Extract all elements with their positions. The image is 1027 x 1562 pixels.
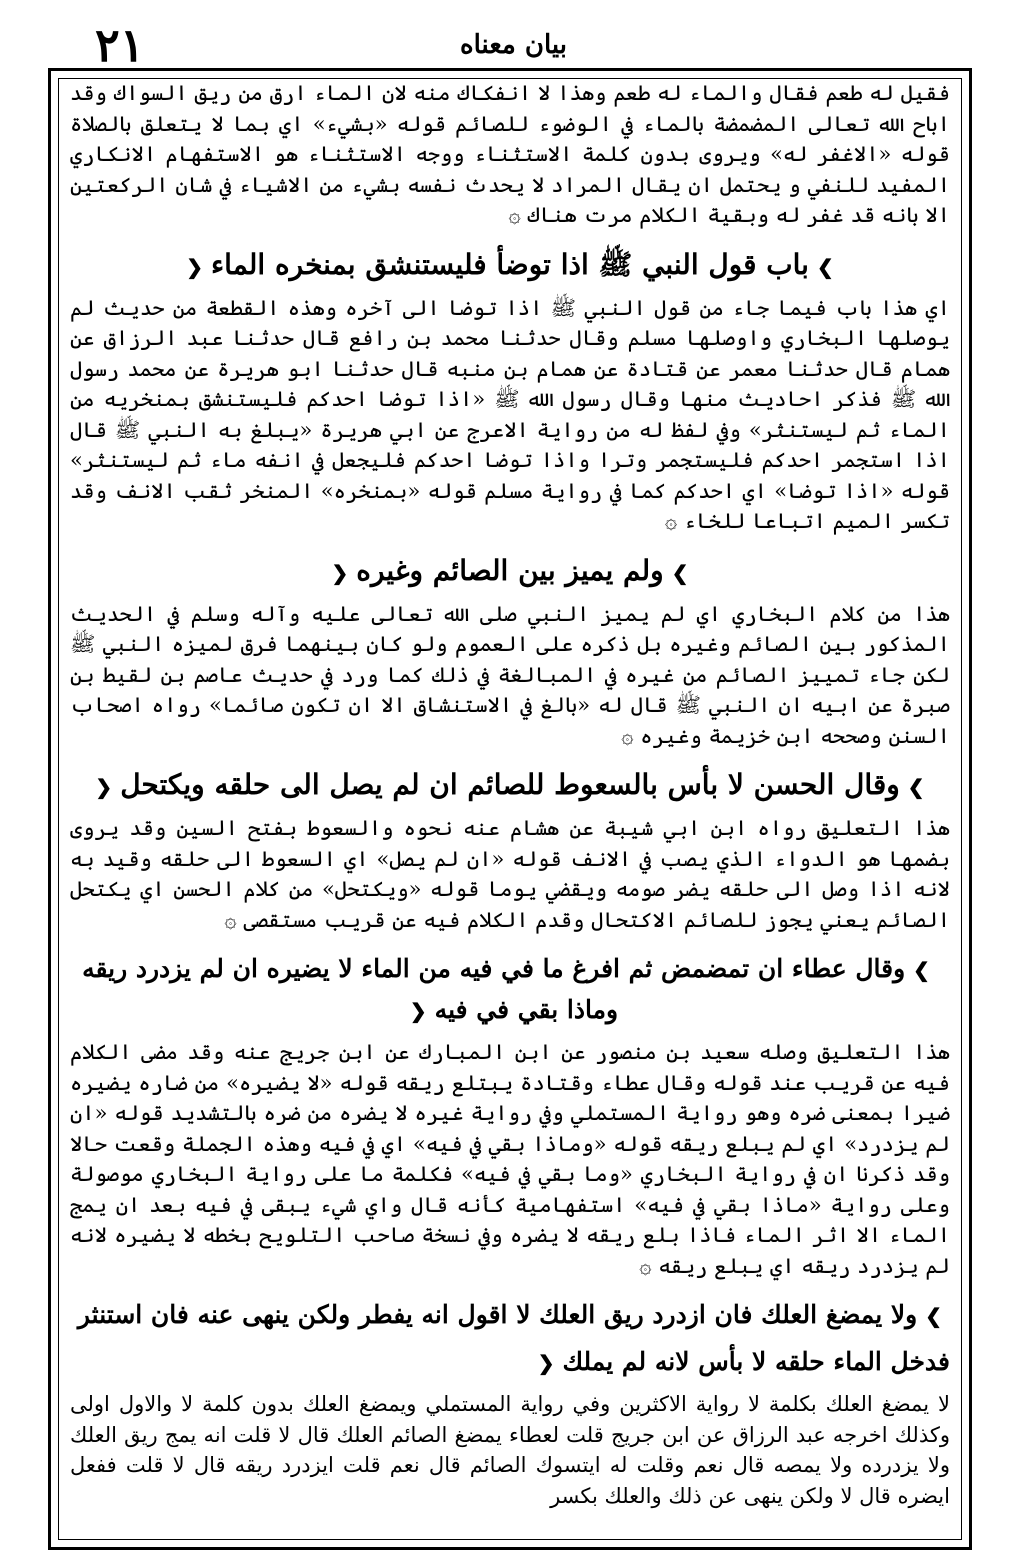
paragraph-3: هذا من كلام البخاري اي لم يميز النبي صلى الله تعالى عليه وآله وسلم في الحديث المذكور بين الصائم وغيره بل ذكره على العموم ولو كان بينهما فرق لميزه النبي ﷺ لكن جاء تمييز الصائم من غيره في المبالغة في ذلك كما ورد في حديث عاصم بن لقيط بن صبرة عن ابيه ان النبي ﷺ قال له «بالغ في الاستنشاق الا ان تكون صائما» رواه اصحاب السنن وصححه ابن خزيمة وغيره ۞ (70, 601, 950, 748)
chapter-heading-5-text-a: ولا يمضغ العلك فان ازدرد ريق العلك لا اقول انه يفطر ولكن ينهى عنه فان استنثر (77, 1300, 918, 1329)
chapter-heading-2-text: ولم يميز بين الصائم وغيره (356, 553, 664, 587)
ornament-left-icon: ❮ (537, 1351, 555, 1375)
ornament-right-icon: ❯ (671, 560, 689, 585)
ornament-right-icon: ❯ (913, 958, 930, 982)
chapter-heading-4-text: وقال عطاء ان تمضمض ثم افرغ ما في فيه من الماء لا يضيره ان لم يزدرد ريقه وماذا بقي في فيه (82, 954, 906, 1024)
running-title: بيان معناه (459, 30, 567, 60)
paragraph-4: هذا التعليق رواه ابن ابي شيبة عن هشام عنه نحوه والسعوط بفتح السين وقد يروى بضمها هو الدواء الذي يصب في الانف قوله «ان لم يصل» اي السعوط الى حلقه وقيد به لانه اذا وصل الى حلقه يضر صومه ويقضي يوما قوله «ويكتحل» من كلام الحسن اي يكتحل الصائم يعني يجوز للصائم الاكتحال وقدم الكلام فيه عن قريب مستقصى ۞ (70, 816, 950, 932)
chapter-heading-5-continued (70, 1342, 950, 1383)
paragraph-5: هذا التعليق وصله سعيد بن منصور عن ابن المبارك عن ابن جريج عنه وقد مضى الكلام فيه عن قريب عند قوله وقال عطاء وقتادة يبتلع ريقه قوله «لا يضيره» من ضاره يضيره ضيرا بمعنى ضره وهو رواية المستملي وفي رواية غيره لا يضره من ضره بالتشديد قوله «ان لم يزدرد» اي لم يبلع ريقه قوله «وماذا بقي في فيه» اي في فيه وهذه الجملة وقعت حالا وقد ذكرنا ان في رواية البخاري «وما بقي في فيه» فكلمة ما على رواية البخاري موصولة وعلى رواية «ماذا بقي في فيه» استفهامية كأنه قال واي شيء يبقى في فيه بعد ان يمج الماء الا اثر الماء فاذا بلع ريقه لا يضره وفي نسخة صاحب التلويح بخطه لا يضيره لانه لم يزدرد ريقه اي يبلع ريقه ۞ (70, 1040, 950, 1278)
ornament-right-icon: ❯ (816, 254, 834, 279)
chapter-heading-1-text: باب قول النبي ﷺ اذا توضأ فليستنشق بمنخره الماء (211, 247, 809, 281)
paragraph-1: فقيل له طعم فقال والماء له طعم وهذا لا انفكاك منه لان الماء ارق من ريق السواك وقد اباح الله تعالى المضمضة بالماء في الوضوء للصائم قوله «بشيء» اي بما لا يتعلق بالصلاة قوله «الاغفر له» ويروى بدون كلمة الاستثناء ووجه الاستثناء هو الاستفهام الانكاري المفيد للنفي و يحتمل ان يقال المراد لا يحدث نفسه بشيء من الاشياء في شان الركعتين الا بانه قد غفر له وبقية الكلام مرت هناك ۞ (70, 81, 950, 227)
ornament-left-icon: ❮ (331, 560, 349, 585)
chapter-heading-2 (70, 551, 950, 593)
paragraph-2: اي هذا باب فيما جاء من قول النبي ﷺ اذا توضا الى آخره وهذه القطعة من حديث لم يوصلها البخاري واوصلها مسلم وقال حدثنا محمد بن رافع قال حدثنا عبد الرزاق عن همام قال حدثنا معمر عن قتادة عن همام بن منبه قال حدثنا ابو هريرة عن محمد رسول الله ﷺ فذكر احاديث منها وقال رسول الله ﷺ «اذا توضا احدكم فليستنشق بمنخريه من الماء ثم ليستنثر» وفي لفظ له من رواية الاعرج عن ابي هريرة «يبلغ به النبي ﷺ قال اذا استجمر احدكم فليستجمر وترا واذا توضا احدكم فليجعل في انفه ماء ثم ليستنثر» قوله «اذا توضا» اي احدكم كما في رواية مسلم قوله «بمنخره» المنخر ثقب الانف وقد تكسر الميم اتباعا للخاء ۞ (70, 295, 950, 533)
chapter-heading-3-text: وقال الحسن لا بأس بالسعوط للصائم ان لم يصل الى حلقه ويكتحل (120, 768, 900, 801)
ornament-left-icon: ❮ (186, 254, 204, 279)
chapter-heading-5 (70, 1295, 950, 1336)
ornament-left-icon: ❮ (409, 999, 427, 1023)
chapter-heading-5-text-b: فدخل الماء حلقه لا بأس لانه لم يملك (562, 1347, 950, 1376)
page-body (70, 78, 950, 1542)
chapter-heading-3 (70, 765, 950, 807)
ornament-right-icon: ❯ (925, 1304, 942, 1328)
ornament-right-icon: ❯ (907, 775, 925, 799)
paragraph-6: لا يمضغ العلك بكلمة لا رواية الاكثرين وفي رواية المستملي ويمضغ العلك بدون كلمة لا والاول اولى وكذلك اخرجه عبد الرزاق عن ابن جريج قلت لعطاء يمضغ الصائم العلك قال لا قلت انه يمج ريق العلك ولا يزدرده ولا يمصه قال نعم وقلت له ايتسوك الصائم قال نعم قلت ايزدرد ريقه قال لا قلت ففعل ايضره قال لا ولكن ينهى عن ذلك والعلك بكسر (70, 1392, 950, 1508)
chapter-heading-1 (70, 245, 950, 287)
ornament-left-icon: ❮ (95, 775, 113, 799)
page-number: ٢١ (95, 18, 145, 72)
chapter-heading-4 (70, 949, 950, 1031)
